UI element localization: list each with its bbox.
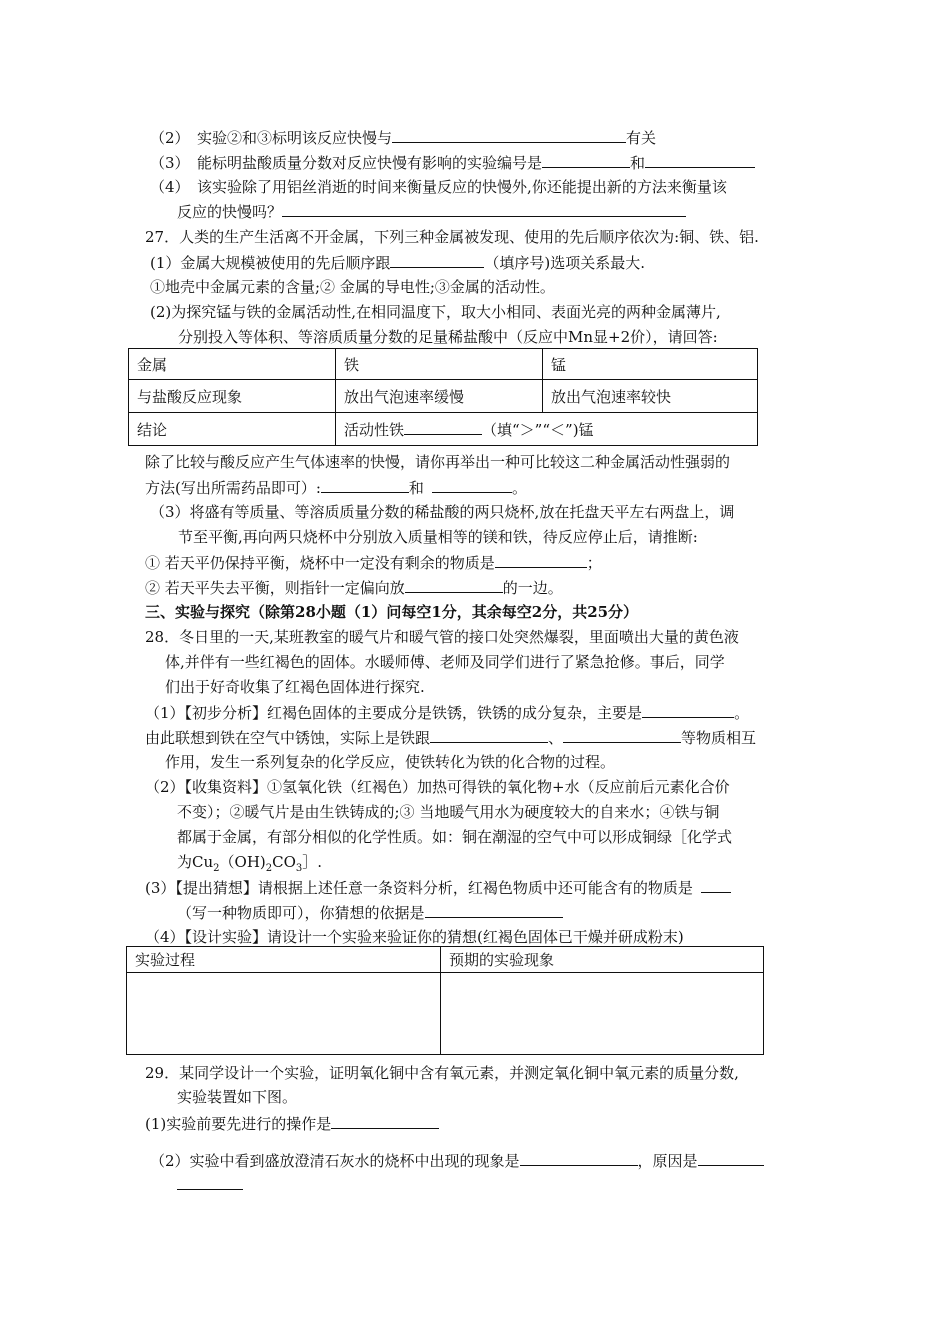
q28-sub-2d [177,852,322,879]
table-cell: 锰 [543,349,758,380]
q26-text: 和 [630,154,646,172]
q28-sub-4: （4）【设计实验】请设计一个实验来验证你的猜想(红褐色固体已干燥并研成粉末) [145,928,684,946]
q28-table [126,946,764,1055]
formula-sub: 2 [265,863,273,874]
q26-text: （4） 该实验除了用铝丝消逝的时间来衡量反应的快慢外,你还能提出新的方法来衡量该 [150,178,727,196]
q29-blank-reason-cont[interactable] [177,1174,243,1190]
q26-line-2 [150,127,656,148]
formula-sub: 2 [213,863,220,874]
q27-blank-reagent-1[interactable] [321,477,409,493]
q28-line-3: 们出于好奇收集了红褐色固体进行探究. [165,678,425,696]
conclusion-text: 活动性铁 [344,420,405,439]
q27-text: （填序号)选项关系最大. [484,254,646,272]
table-cell: 放出气泡速率缓慢 [336,380,543,413]
table-cell-procedure[interactable] [127,973,441,1055]
q29-text: (1)实验前要先进行的操作是 [145,1115,332,1133]
q27-blank-reagent-2[interactable] [432,477,512,493]
q29-text: （2）实验中看到盛放澄清石灰水的烧杯中出现的现象是 [150,1152,520,1170]
q27-text: 方法(写出所需药品即可）: [145,479,321,497]
q28-sub-1c: 作用，发生一系列复杂的化学反应，使铁转化为铁的化合物的过程。 [165,753,616,771]
table-row [129,413,758,446]
q29-line-1: 29．某同学设计一个实验，证明氧化铜中含有氧元素，并测定氧化铜中氧元素的质量分数, [145,1064,739,1082]
q26-line-3 [150,152,755,173]
q26-text: 有关 [626,129,657,147]
q27-sub-3b: 节至平衡,再向两只烧杯中分别放入质量相等的镁和铁，待反应停止后，请推断: [178,528,698,546]
q26-blank-factor[interactable] [392,127,626,143]
q28-text: (3）【提出猜想】请根据上述任意一条资料分析，红褐色物质中还可能含有的物质是 [145,879,693,897]
q28-sub-2b: 不变）；②暖气片是由生铁铸成的;③ 当地暖气用水为硬度较大的自来水；④铁与铜 [177,803,720,821]
q29-text: ，原因是 [637,1152,698,1170]
q26-text: （3） 能标明盐酸质量分数对反应快慢有影响的实验编号是 [150,154,543,172]
q27-sub-3d [145,577,563,598]
table-header: 实验过程 [127,947,441,973]
q28-sub-2a: （2）【收集资料】①氢氧化铁（红褐色）加热可得铁的氧化物+水（反应前后元素化合价 [145,778,730,796]
q27-stem: 27．人类的生产生活离不开金属，下列三种金属被发现、使用的先后顺序依次为:铜、铁、铝. [145,228,759,246]
q27-after-2 [145,477,527,498]
table-cell: 与盐酸反应现象 [129,380,336,413]
q27-text: ② 若天平失去平衡，则指针一定偏向放 [145,579,405,597]
table-row [129,349,758,380]
table-header: 预期的实验现象 [441,947,764,973]
section-title: 三、实验与探究（除第28小题（1）问每空1分，其余每空2分，共25分） [145,603,639,621]
q28-sub-3b [177,902,563,923]
q27-sub-2b: 分别投入等体积、等溶质质量分数的足量稀盐酸中（反应中Mn显+2价），请回答: [178,328,718,346]
q27-blank-order[interactable] [390,252,484,268]
q29-line-2: 实验装置如下图。 [177,1088,298,1106]
q27-options: ①地壳中金属元素的含量;② 金属的导电性;③金属的活动性。 [150,278,555,296]
q28-text: （写一种物质即可），你猜想的依据是 [177,904,425,922]
q28-text: 等物质相互 [681,729,757,747]
q28-text: 、 [548,729,564,747]
q29-blank-reason[interactable] [698,1150,764,1166]
q28-text: （1）【初步分析】红褐色固体的主要成分是铁锈，铁锈的成分复杂，主要是 [145,704,643,722]
conclusion-blank[interactable] [404,419,482,435]
q26-blank-exp-1[interactable] [542,152,630,168]
q27-sub-2a: (2)为探究锰与铁的金属活动性,在相同温度下，取大小相同、表面光亮的两种金属薄片, [150,303,721,321]
table-row [127,947,764,973]
q27-text: ① 若天平仍保持平衡，烧杯中一定没有剩余的物质是 [145,554,495,572]
q28-line-2: 体,并伴有一些红褐色的固体。水暖师傅、老师及同学们进行了紧急抢修。事后，同学 [165,653,725,671]
table-row [127,973,764,1055]
q28-sub-1a [145,702,749,723]
q26-line-4 [150,177,727,197]
q28-blank-substance-1[interactable] [430,727,548,743]
table-row [129,380,758,413]
q29-sub-1 [145,1113,439,1134]
q26-text: （2） 实验②和③标明该反应快慢与 [150,129,393,147]
table-cell: 结论 [129,413,336,446]
q27-text: 的一边。 [502,579,563,597]
table-cell: 铁 [336,349,543,380]
formula-text: CO [272,853,296,871]
q27-text: 。 [511,479,527,497]
q27-text: 和 [408,479,424,497]
table-cell: 金属 [129,349,336,380]
q28-text: 由此联想到铁在空气中锈蚀，实际上是铁跟 [145,729,431,747]
q26-line-4b [177,201,686,222]
q28-sub-3a [145,877,731,898]
q27-text: ； [586,554,602,572]
q27-sub-1 [150,252,645,273]
q27-sub-3a: （3）将盛有等质量、等溶质质量分数的稀盐酸的两只烧杯,放在托盘天平左右两盘上，调 [150,503,735,521]
q27-blank-side[interactable] [405,577,503,593]
q29-blank-operation[interactable] [331,1113,439,1129]
formula-text: 为Cu [177,853,214,871]
q29-sub-2-cont [177,1174,243,1195]
formula-text: ］. [302,853,323,871]
q26-blank-exp-2[interactable] [645,152,755,168]
q27-blank-remaining[interactable] [495,552,587,568]
q28-blank-basis[interactable] [425,902,563,918]
q27-table [128,348,758,446]
q27-text: (1）金属大规模被使用的先后顺序跟 [150,254,391,272]
formula-text: （OH) [219,853,266,871]
q28-sub-1b [145,727,756,748]
table-cell: 放出气泡速率较快 [543,380,758,413]
q28-blank-guess[interactable] [701,877,731,893]
q29-sub-2 [150,1150,764,1171]
q26-text: 反应的快慢吗？ [177,203,283,221]
formula-sub: 3 [295,863,303,874]
q28-text: 。 [734,704,750,722]
table-cell [336,413,758,446]
table-cell-phenomenon[interactable] [441,973,764,1055]
q28-blank-substance-2[interactable] [563,727,681,743]
q27-after-1: 除了比较与酸反应产生气体速率的快慢，请你再举出一种可比较这二种金属活动性强弱的 [145,453,731,471]
q28-line-1: 28．冬日里的一天,某班教室的暖气片和暖气管的接口处突然爆裂，里面喷出大量的黄色液 [145,628,739,646]
q26-blank-method[interactable] [282,201,686,217]
q28-blank-rust[interactable] [642,702,734,718]
q28-sub-2c: 都属于金属，有部分相似的化学性质。如：铜在潮湿的空气中可以形成铜绿［化学式 [177,828,733,846]
q29-blank-phenomenon[interactable] [520,1150,638,1166]
q27-sub-3c [145,552,602,573]
conclusion-text: （填“＞”“＜”)锰 [482,420,594,439]
